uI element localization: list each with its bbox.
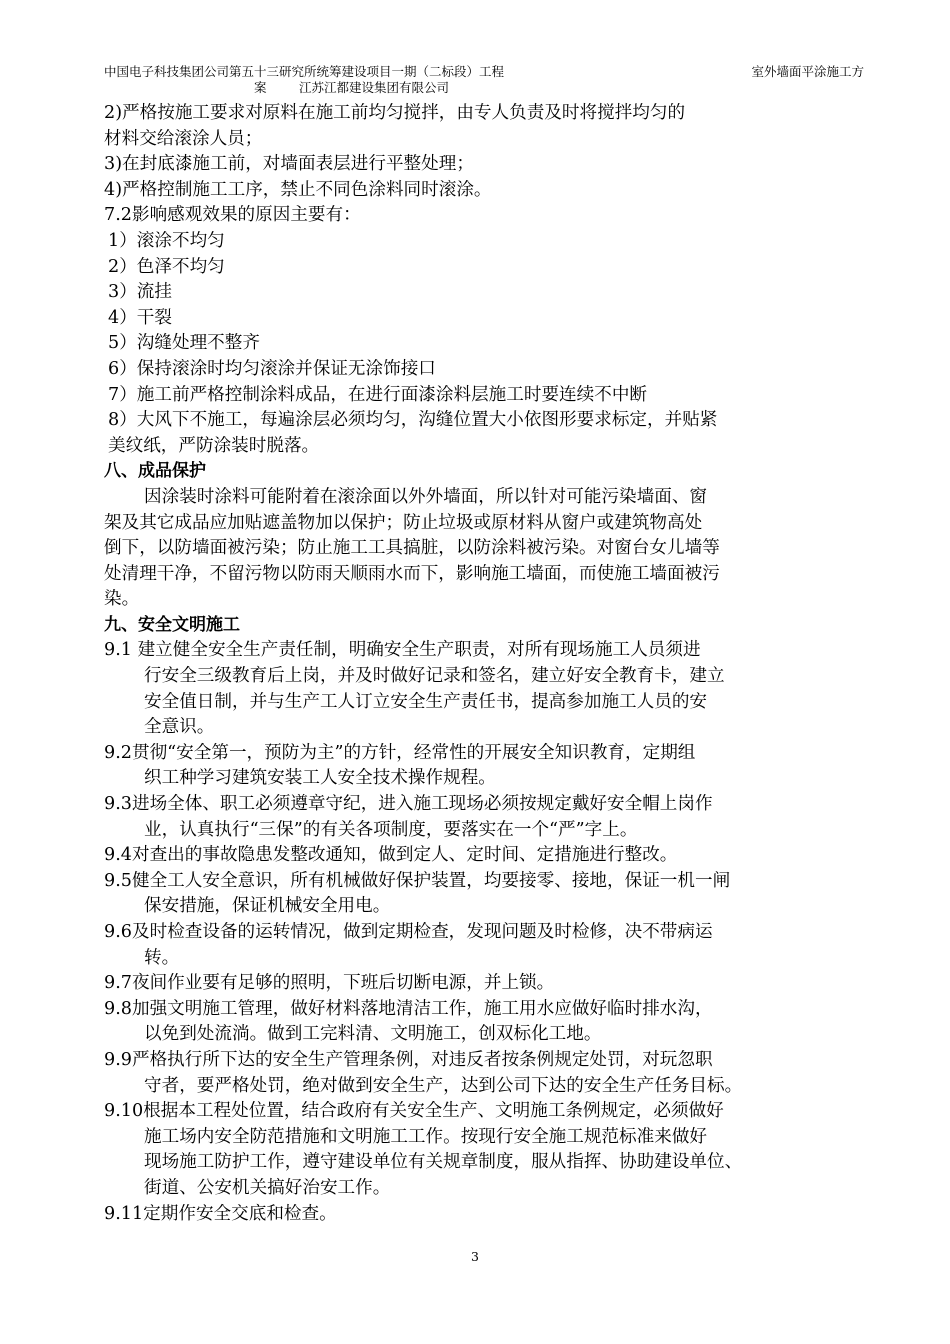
section-heading-8: 八、成品保护 [104,461,206,482]
list-item: 2）色泽不均匀 [108,256,225,277]
text-line: 架及其它成品应加贴遮盖物加以保护；防止垃圾或原材料从窗户或建筑物高处 [104,512,703,533]
text-line: 美纹纸，严防涂装时脱落。 [108,435,320,456]
list-item: 9.11定期作安全交底和检查。 [104,1203,337,1224]
text-line: 转。 [144,947,180,968]
text-line: 现场施工防护工作，遵守建设单位有关规章制度，服从指挥、协助建设单位、 [144,1152,743,1173]
text-line: 业，认真执行“三保”的有关各项制度，要落实在一个“严”字上。 [144,819,638,840]
list-item: 9.9严格执行所下达的安全生产管理条例，对违反者按条例规定处罚，对玩忽职 [104,1049,713,1070]
list-item: 3）流挂 [108,282,172,303]
list-item: 9.8加强文明施工管理，做好材料落地清洁工作，施工用水应做好临时排水沟， [104,998,713,1019]
text-line: 2)严格按施工要求对原料在施工前均匀搅拌，由专人负责及时将搅拌均匀的 [104,103,686,123]
text-line: 倒下，以防墙面被污染；防止施工工具搞脏，以防涂料被污染。对窗台女儿墙等 [104,538,720,559]
text-line: 处清理干净，不留污物以防雨天顺雨水而下，影响施工墙面，而使施工墙面被污 [104,563,720,584]
list-item: 9.6及时检查设备的运转情况，做到定期检查，发现问题及时检修，决不带病运 [104,922,713,942]
section-heading-9: 九、安全文明施工 [104,614,240,635]
text-line: 施工场内安全防范措施和文明施工工作。按现行安全施工规范标准来做好 [144,1126,708,1147]
text-line: 4)严格控制施工工序，禁止不同色涂料同时滚涂。 [104,179,492,200]
header-doc-title: 室外墙面平涂施工方 [751,64,864,79]
text-line: 保安措施，保证机械安全用电。 [144,896,391,917]
header-company: 江苏江都建设集团有限公司 [299,80,450,95]
text-line: 全意识。 [144,717,215,738]
page-header [104,64,864,96]
list-item: 9.4对查出的事故隐患发整改通知，做到定人、定时间、定措施进行整改。 [104,845,678,866]
page-number: 3 [471,1249,479,1264]
text-line: 以免到处流淌。做到工完料清、文明施工，创双标化工地。 [144,1024,602,1045]
text-line: 材料交给滚涂人员； [104,128,263,149]
text-line: 织工种学习建筑安装工人安全技术操作规程。 [144,768,496,789]
header-doc-title-continued: 案 [254,80,267,95]
list-item: 9.3进场全体、职工必须遵章守纪，进入施工现场必须按规定戴好安全帽上岗作 [104,794,713,815]
list-item: 5）沟缝处理不整齐 [108,333,260,354]
list-item: 8）大风下不施工，每遍涂层必须均匀，沟缝位置大小依图形要求标定，并贴紧 [108,410,718,431]
header-project-title: 中国电子科技集团公司第五十三研究所统筹建设项目一期（二标段）工程 [104,64,505,79]
list-item: 9.2贯彻“安全第一，预防为主”的方针，经常性的开展安全知识教育，定期组 [104,742,696,763]
text-line: 行安全三级教育后上岗，并及时做好记录和签名，建立好安全教育卡，建立 [144,666,725,687]
text-line: 街道、公安机关搞好治安工作。 [144,1177,391,1198]
document-body [104,101,864,1227]
text-line: 安全值日制，并与生产工人订立安全生产责任书，提高参加施工人员的安 [144,691,708,712]
list-item: 1）滚涂不均匀 [108,230,225,251]
list-item: 9.10根据本工程处位置，结合政府有关安全生产、文明施工条例规定，必须做好 [104,1101,724,1122]
text-line: 染。 [104,589,140,610]
text-line: 守者，要严格处罚，绝对做到安全生产，达到公司下达的安全生产任务目标。 [144,1075,743,1096]
list-item: 7）施工前严格控制涂料成品，在进行面漆涂料层施工时要连续不中断 [108,384,648,405]
section-heading-7-2: 7.2影响感观效果的原因主要有： [104,205,361,226]
text-line: 3)在封底漆施工前，对墙面表层进行平整处理； [104,154,474,175]
text-line: 因涂装时涂料可能附着在滚涂面以外外墙面，所以针对可能污染墙面、窗 [144,486,708,507]
list-item: 9.5健全工人安全意识，所有机械做好保护装置，均要接零、接地，保证一机一闸 [104,870,731,891]
list-item: 9.1 建立健全安全生产责任制，明确安全生产职责，对所有现场施工人员须进 [104,640,701,661]
list-item: 4）干裂 [108,307,172,328]
list-item: 9.7夜间作业要有足够的照明，下班后切断电源，并上锁。 [104,973,555,994]
list-item: 6）保持滚涂时均匀滚涂并保证无涂饰接口 [108,358,436,379]
